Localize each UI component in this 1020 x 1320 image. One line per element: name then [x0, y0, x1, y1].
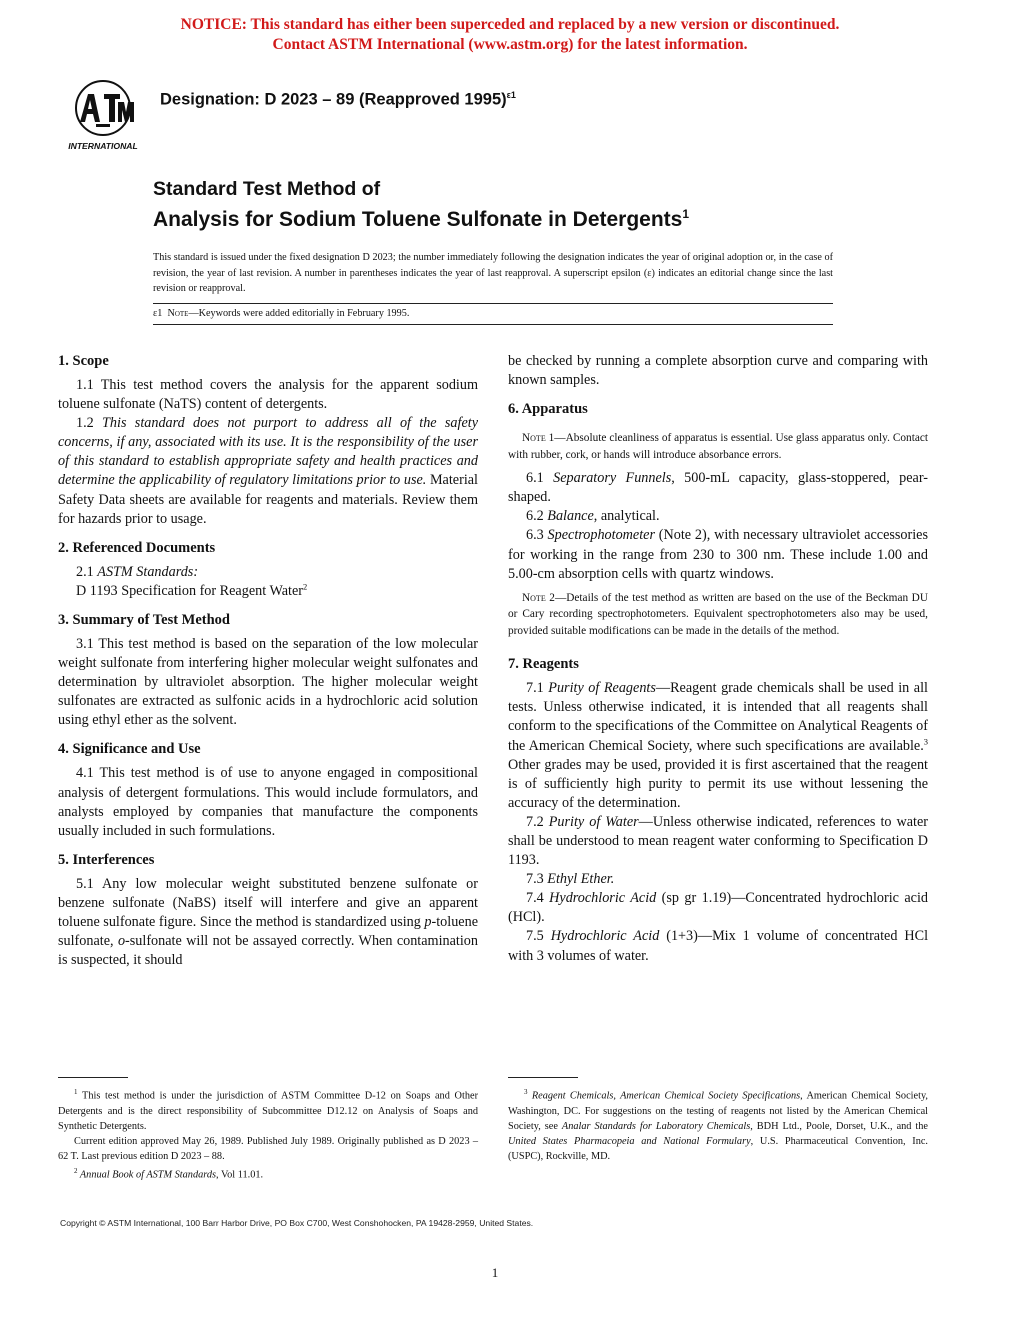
footnotes-left	[58, 1085, 478, 1183]
left-column	[58, 352, 478, 970]
para-7-4: 7.4 Hydrochloric Acid (sp gr 1.19)—Concentrated hydrochloric acid (HCl).	[508, 890, 928, 926]
footnote-rule-right	[508, 1077, 578, 1078]
header-rule-top	[153, 303, 833, 304]
para-2-1: 2.1 ASTM Standards:	[76, 563, 199, 580]
ref-d1193: D 1193 Specification for Reagent Water$^2$	[76, 581, 308, 599]
section-4-heading: 4. Significance and Use	[58, 741, 201, 758]
issuance-statement: This standard is issued under the fixed designation D 2023; the number immediately following the designation indicates the year of original adoption or, in the case of revision, the year of last revision. A number in parentheses indicates the year of last reapproval. A superscript epsilon (ε) indicates an editorial change since the last revision or reapproval.	[153, 252, 833, 294]
astm-logo	[60, 78, 146, 152]
para-3-1: 3.1 This test method is based on the separation of the low molecular weight sulfonate from interfering higher molecular weight sulfonates and determination by ultraviolet absorption. The higher molecular weight sulfonates are extracted as sulfonic acids in a hydrochloric acid solution using ethyl ether as the solvent.	[58, 635, 478, 729]
para-6-2: 6.2 Balance, analytical.	[526, 508, 660, 525]
logo-wordmark: INTERNATIONAL	[68, 141, 138, 151]
para-5-1-continued: be checked by running a complete absorption curve and comparing with known samples.	[508, 353, 928, 389]
para-7-3: 7.3 Ethyl Ether.	[526, 871, 615, 888]
para-4-1: 4.1 This test method is of use to anyone engaged in compositional analysis of detergent formulations. This would include formulators, and analysts employed by companies that manufacture the components usually included in such formulations.	[58, 765, 478, 839]
section-2-heading: 2. Referenced Documents	[58, 539, 216, 556]
designation	[160, 90, 516, 110]
designation-text: Designation: D 2023 – 89 (Reapproved 1995)	[160, 90, 507, 109]
note-1: Note 1—Absolute cleanliness of apparatus is essential. Use glass apparatus only. Contact with rubber, cork, or hands will introduce absorbance errors.	[508, 432, 928, 461]
copyright-line: Copyright © ASTM International, 100 Barr Harbor Drive, PO Box C700, West Conshohocken, PA 19428-2959, United States.	[60, 1218, 534, 1228]
section-1-heading: 1. Scope	[58, 353, 109, 369]
notice-line-2: Contact ASTM International (www.astm.org) for the latest information.	[272, 36, 748, 53]
footnote-2: $^2$ Annual Book of ASTM Standards, Vol 11.01.	[74, 1167, 264, 1181]
para-1-2: 1.2 This standard does not purport to address all of the safety concerns, if any, associated with its use. It is the responsibility of the user of this standard to establish appropriate safety and health practices and determine the applicability of regulatory limitations prior to use. Material Safety Data sheets are available for reagents and materials. Review them for hazards prior to usage.	[58, 415, 478, 527]
page-number: 1	[491, 1265, 499, 1280]
header-rule-bottom	[153, 324, 833, 325]
designation-epsilon: ε1	[506, 90, 516, 100]
section-5-heading: 5. Interferences	[58, 851, 155, 868]
para-5-1: 5.1 Any low molecular weight substituted benzene sulfonate or benzene sulfonate (NaBS) itself will interfere and give an apparent toluene sulfonate figure. Since the method is standardized using p-toluene sulfonate, o-sulfonate will not be assayed correctly. When contamination is suspected, it should	[58, 875, 478, 969]
para-1-1: 1.1 This test method covers the analysis for the apparent sodium toluene sulfonate (NaTS) content of detergents.	[58, 377, 478, 413]
footnotes-right	[508, 1085, 928, 1164]
para-6-1: 6.1 Separatory Funnels, 500-mL capacity, glass-stoppered, pear-shaped.	[508, 470, 928, 506]
footnote-rule-left	[58, 1077, 128, 1078]
epsilon-note: ε1 Note—Keywords were added editorially in February 1995.	[153, 308, 410, 319]
section-6-heading: 6. Apparatus	[508, 401, 588, 418]
footnote-3: $^3$ Reagent Chemicals, American Chemical Society Specifications, American Chemical Society, Washington, DC. For suggestions on the testing of reagents not listed by the American Chemical Society, see Analar Standards for Laboratory Chemicals, BDH Ltd., Poole, Dorset, U.K., and the United States Pharmacopeia and National Formulary, U.S. Pharmaceutical Convention, Inc. (USPC), Rockville, MD.	[508, 1088, 928, 1163]
title-line-2: Analysis for Sodium Toluene Sulfonate in Detergents$^1$	[153, 207, 690, 231]
section-7-heading: 7. Reagents	[508, 656, 579, 673]
footnote-1-current-edition: Current edition approved May 26, 1989. Published July 1989. Originally published as D 2023 – 62 T. Last previous edition D 2023 – 88.	[58, 1136, 478, 1163]
section-3-heading: 3. Summary of Test Method	[58, 611, 230, 628]
document-title	[153, 177, 933, 233]
superseded-notice	[0, 15, 1020, 55]
title-line-1: Standard Test Method of	[153, 178, 381, 200]
right-column	[508, 352, 928, 966]
para-7-1: 7.1 Purity of Reagents—Reagent grade chemicals shall be used in all tests. Unless otherwise indicated, it is intended that all reagents shall conform to the specifications of the Committee on Analytical Reagents of the American Chemical Society, where such specifications are available.$^3$ Other grades may be used, provided it is first ascertained that the reagent is of sufficiently high purity to permit its use without lessening the accuracy of the determination.	[508, 680, 928, 811]
footnote-1: $^1$ This test method is under the jurisdiction of ASTM Committee D-12 on Soaps and Other Detergents and is the direct responsibility of Subcommittee D12.12 on Analysis of Soaps and Synthetic Detergents.	[58, 1088, 478, 1132]
note-2: Note 2—Details of the test method as written are based on the use of the Beckman DU or Cary recording spectrophotometers. Equivalent spectrophotometers also may be used, provided suitable modifications can be made in the details of the method.	[508, 591, 929, 637]
para-7-2: 7.2 Purity of Water—Unless otherwise indicated, references to water shall be understood to mean reagent water conforming to Specification D 1193.	[508, 813, 929, 869]
para-7-5: 7.5 Hydrochloric Acid (1+3)—Mix 1 volume of concentrated HCl with 3 volumes of water.	[508, 928, 929, 964]
notice-line-1: NOTICE: This standard has either been superceded and replaced by a new version or discontinued.	[180, 16, 840, 33]
para-6-3: 6.3 Spectrophotometer (Note 2), with necessary ultraviolet accessories for working in the range from 230 to 300 nm. These include 1.00 and 5.00-cm absorption cells with quartz windows.	[508, 527, 928, 582]
